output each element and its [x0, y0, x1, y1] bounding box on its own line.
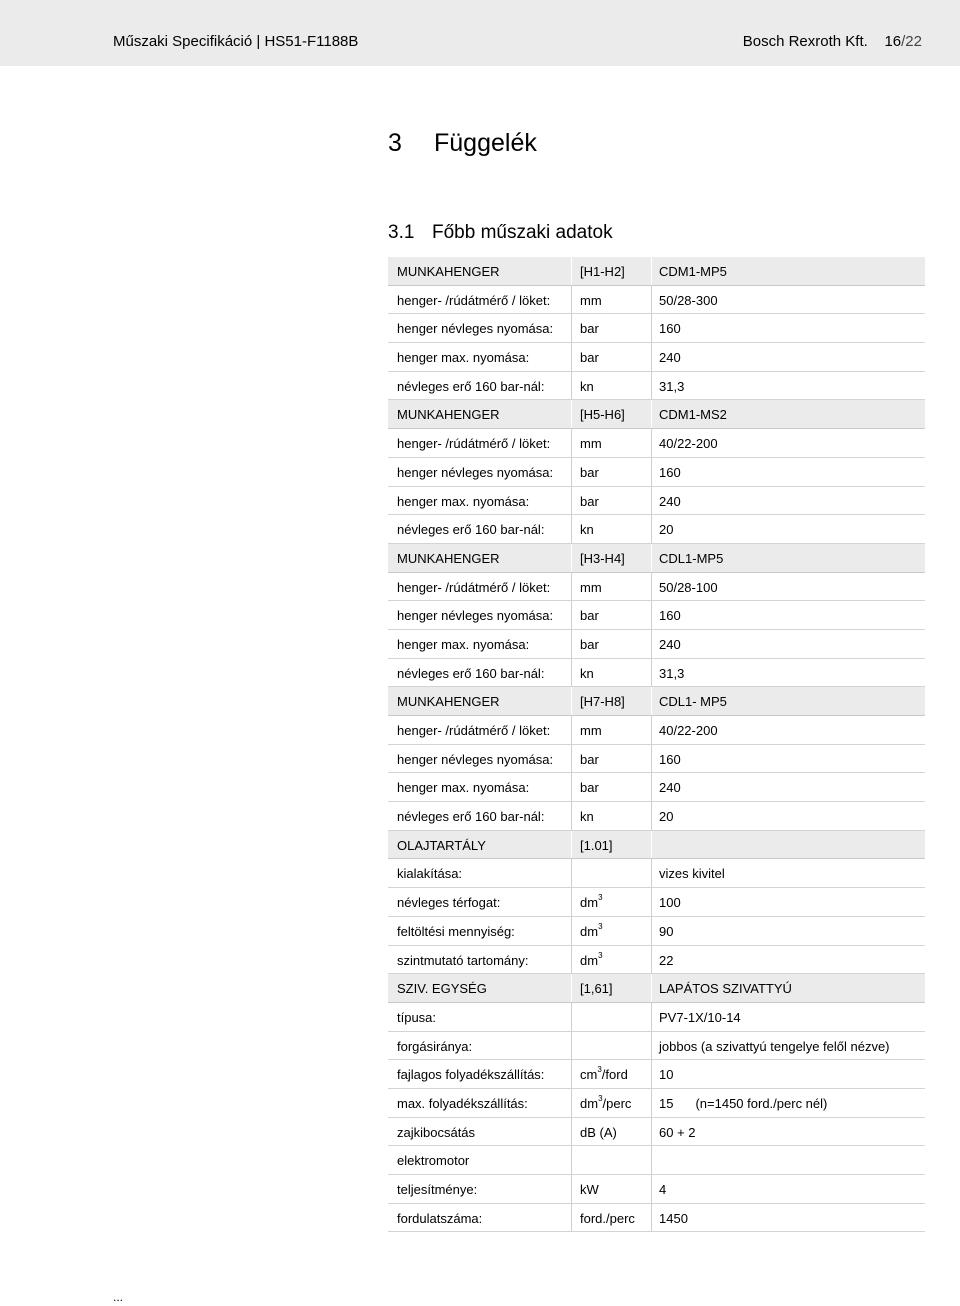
column-divider [571, 286, 572, 314]
spec-row [388, 630, 925, 659]
value-text: 160 [659, 464, 681, 480]
column-divider [651, 487, 652, 515]
subsection-title: Főbb műszaki adatok [432, 222, 613, 243]
column-divider [571, 716, 572, 744]
unit-text: bar [580, 636, 599, 652]
column-divider [651, 400, 652, 428]
column-divider [651, 745, 652, 773]
value-text: 60 + 2 [659, 1124, 696, 1140]
column-divider [651, 1060, 652, 1088]
spec-unit [580, 1093, 632, 1111]
column-divider [651, 286, 652, 314]
spec-value [659, 1125, 696, 1140]
spec-label: henger max. nyomása: [397, 780, 530, 796]
column-divider [571, 831, 572, 859]
spec-value [659, 809, 673, 824]
column-divider [571, 859, 572, 887]
spec-value [659, 924, 673, 939]
column-divider [571, 400, 572, 428]
spec-label: fajlagos folyadékszállítás: [397, 1067, 545, 1083]
column-divider [651, 946, 652, 974]
spec-row [388, 1175, 925, 1204]
column-divider [651, 1089, 652, 1117]
spec-value [659, 752, 681, 767]
spec-value [659, 1182, 666, 1197]
spec-unit [580, 522, 594, 537]
spec-value [659, 1096, 827, 1111]
column-divider [571, 917, 572, 945]
column-divider [651, 458, 652, 486]
spec-unit [580, 1211, 635, 1226]
unit-exponent: 3 [598, 950, 603, 960]
spec-label: henger max. nyomása: [397, 636, 530, 652]
column-divider [571, 1118, 572, 1146]
spec-value [659, 1039, 890, 1054]
column-divider [651, 429, 652, 457]
value-text: 160 [659, 321, 681, 337]
unit-text: bar [580, 780, 599, 796]
spec-group-header [388, 544, 925, 573]
unit-text: mm [580, 436, 602, 452]
spec-label: szintmutató tartomány: [397, 952, 529, 968]
spec-unit [580, 637, 599, 652]
spec-row [388, 515, 925, 544]
spec-row [388, 1118, 925, 1147]
spec-group-header [388, 831, 925, 860]
value-text: 20 [659, 522, 674, 538]
spec-value [659, 494, 681, 509]
spec-value [659, 465, 681, 480]
value-text: jobbos (a szivattyú tengelye felől nézve) [659, 1038, 890, 1054]
column-divider [651, 802, 652, 830]
unit-text: dm [580, 1095, 599, 1111]
spec-row [388, 802, 925, 831]
value-text: 90 [659, 923, 674, 939]
unit-text: bar [580, 608, 599, 624]
unit-text: dm [580, 923, 599, 939]
spec-label: OLAJTARTÁLY [397, 837, 486, 853]
spec-label: elektromotor [397, 1153, 470, 1169]
section-title: Függelék [434, 129, 537, 157]
unit-text: ford./perc [580, 1210, 635, 1226]
spec-value [659, 350, 681, 365]
subsection-number: 3.1 [388, 222, 415, 243]
spec-unit [580, 895, 603, 910]
column-divider [651, 687, 652, 715]
spec-value [659, 551, 723, 566]
spec-unit [580, 694, 625, 709]
spec-unit [580, 494, 599, 509]
column-divider [571, 888, 572, 916]
footer-ellipsis: ... [113, 1290, 124, 1304]
spec-row [388, 314, 925, 343]
spec-unit [580, 264, 625, 279]
spec-value [659, 436, 718, 451]
value-text: 4 [659, 1182, 667, 1197]
value-note: (n=1450 ford./perc nél) [695, 1095, 828, 1111]
spec-unit [580, 1182, 599, 1197]
column-divider [571, 802, 572, 830]
unit-text: bar [580, 350, 599, 366]
column-divider [571, 515, 572, 543]
column-divider [571, 1060, 572, 1088]
spec-label: feltöltési mennyiség: [397, 923, 515, 939]
spec-value [659, 293, 718, 308]
unit-text: dB (A) [580, 1124, 617, 1140]
column-divider [651, 1118, 652, 1146]
spec-row [388, 745, 925, 774]
spec-row [388, 917, 925, 946]
spec-label: max. folyadékszállítás: [397, 1095, 528, 1111]
spec-value [659, 694, 727, 709]
spec-label: MUNKAHENGER [397, 550, 500, 566]
unit-exponent: 3 [598, 921, 603, 931]
spec-unit [580, 407, 625, 422]
column-divider [571, 343, 572, 371]
value-text: CDL1- MP5 [659, 694, 727, 710]
column-divider [571, 544, 572, 572]
spec-label: teljesítménye: [397, 1182, 478, 1197]
column-divider [571, 974, 572, 1002]
value-text: 50/28-300 [659, 292, 718, 308]
spec-label: fordulatszáma: [397, 1210, 483, 1226]
spec-label: henger névleges nyomása: [397, 751, 554, 767]
unit-text: kn [580, 809, 594, 825]
value-text: 1450 [659, 1210, 688, 1226]
spec-label: henger- /rúdátmérő / löket: [397, 292, 551, 308]
spec-value [659, 522, 673, 537]
spec-label: névleges erő 160 bar-nál: [397, 378, 545, 394]
column-divider [571, 257, 572, 285]
unit-text: mm [580, 723, 602, 738]
page-header [0, 0, 960, 66]
spec-value [659, 953, 673, 968]
spec-row [388, 888, 925, 917]
unit-text: bar [580, 464, 599, 480]
spec-row [388, 1089, 925, 1118]
spec-unit [580, 981, 613, 996]
spec-label: MUNKAHENGER [397, 694, 500, 710]
column-divider [571, 1089, 572, 1117]
unit-suffix: /ford [601, 1067, 628, 1083]
value-text: 100 [659, 895, 681, 911]
spec-row [388, 1003, 925, 1032]
spec-label: henger max. nyomása: [397, 350, 530, 366]
spec-unit [580, 1125, 617, 1140]
value-text: 31,3 [659, 378, 685, 394]
spec-unit [580, 465, 599, 480]
unit-text: kn [580, 522, 594, 538]
spec-label: névleges erő 160 bar-nál: [397, 522, 545, 538]
company-name: Bosch Rexroth Kft. [742, 33, 868, 50]
value-text: CDM1-MS2 [659, 407, 727, 423]
spec-row [388, 1060, 925, 1089]
column-divider [651, 515, 652, 543]
column-divider [571, 1146, 572, 1174]
column-divider [571, 458, 572, 486]
column-divider [571, 630, 572, 658]
value-text: 160 [659, 751, 681, 767]
spec-unit [580, 752, 599, 767]
spec-row [388, 286, 925, 315]
spec-value [659, 981, 792, 996]
spec-label: henger- /rúdátmérő / löket: [397, 436, 551, 452]
value-text: 22 [659, 952, 674, 968]
column-divider [651, 859, 652, 887]
spec-value [659, 666, 684, 681]
column-divider [651, 659, 652, 687]
column-divider [571, 1003, 572, 1031]
unit-text: [H7-H8] [580, 694, 625, 710]
column-divider [571, 573, 572, 601]
unit-text: cm [580, 1067, 598, 1083]
section-heading [388, 129, 537, 158]
column-divider [571, 487, 572, 515]
column-divider [651, 1204, 652, 1232]
spec-row [388, 773, 925, 802]
spec-unit [580, 608, 599, 623]
spec-label: henger névleges nyomása: [397, 321, 554, 337]
spec-value [659, 895, 681, 910]
column-divider [651, 314, 652, 342]
spec-group-header [388, 974, 925, 1003]
spec-row [388, 601, 925, 630]
spec-unit [580, 436, 602, 451]
spec-row [388, 372, 925, 401]
spec-row [388, 1032, 925, 1061]
value-text: 40/22-200 [659, 436, 718, 452]
spec-value [659, 407, 727, 422]
column-divider [571, 1032, 572, 1060]
column-divider [651, 917, 652, 945]
value-text: PV7-1X/10-14 [659, 1009, 741, 1025]
spec-row [388, 458, 925, 487]
spec-label: SZIV. EGYSÉG [397, 981, 487, 997]
column-divider [651, 831, 652, 859]
unit-text: [H1-H2] [580, 264, 625, 279]
spec-unit [580, 293, 602, 308]
value-text: 40/22-200 [659, 723, 718, 738]
spec-label: kialakítása: [397, 866, 463, 882]
page-number: 16 [884, 33, 902, 50]
column-divider [651, 1146, 652, 1174]
column-divider [651, 773, 652, 801]
column-divider [571, 773, 572, 801]
spec-label: henger névleges nyomása: [397, 464, 554, 480]
value-text: vizes kivitel [659, 866, 725, 882]
spec-value [659, 780, 681, 795]
spec-row [388, 429, 925, 458]
column-divider [651, 1032, 652, 1060]
spec-row [388, 659, 925, 688]
spec-value [659, 264, 727, 279]
column-divider [571, 429, 572, 457]
spec-unit [580, 809, 594, 824]
header-right [743, 33, 922, 50]
section-number: 3 [388, 129, 402, 157]
unit-text: mm [580, 579, 602, 595]
spec-unit [580, 780, 599, 795]
value-text: 240 [659, 493, 681, 509]
spec-label: névleges erő 160 bar-nál: [397, 809, 545, 825]
unit-text: bar [580, 493, 599, 509]
value-text: 31,3 [659, 665, 685, 681]
spec-unit [580, 580, 602, 595]
spec-unit [580, 1067, 628, 1082]
unit-text: kn [580, 665, 594, 681]
value-text: 20 [659, 809, 674, 825]
unit-text: mm [580, 292, 602, 308]
value-text: 10 [659, 1067, 674, 1083]
column-divider [651, 630, 652, 658]
document-title: Műszaki Specifikáció | HS51-F1188B [113, 33, 359, 50]
page-total: /22 [901, 33, 922, 50]
spec-group-header [388, 687, 925, 716]
spec-unit [580, 350, 599, 365]
column-divider [571, 314, 572, 342]
spec-label: henger- /rúdátmérő / löket: [397, 579, 551, 595]
column-divider [651, 573, 652, 601]
spec-value [659, 1211, 688, 1226]
unit-exponent: 3 [598, 1093, 603, 1103]
value-text: 240 [659, 636, 681, 652]
column-divider [651, 888, 652, 916]
column-divider [651, 343, 652, 371]
spec-unit [580, 950, 603, 968]
spec-row [388, 859, 925, 888]
spec-row [388, 487, 925, 516]
spec-row [388, 573, 925, 602]
spec-label: típusa: [397, 1009, 437, 1025]
spec-group-header [388, 257, 925, 286]
spec-row [388, 946, 925, 975]
column-divider [651, 257, 652, 285]
spec-value [659, 321, 681, 336]
unit-exponent: 3 [598, 893, 603, 903]
value-text: 50/28-100 [659, 579, 718, 595]
column-divider [651, 601, 652, 629]
column-divider [571, 1204, 572, 1232]
unit-text: kn [580, 378, 594, 394]
column-divider [571, 601, 572, 629]
spec-label: zajkibocsátás [397, 1124, 476, 1140]
value-text: 240 [659, 350, 681, 366]
unit-text: bar [580, 751, 599, 767]
spec-group-header [388, 400, 925, 429]
spec-value [659, 637, 681, 652]
spec-value [659, 866, 725, 881]
spec-value [659, 379, 684, 394]
spec-label: névleges erő 160 bar-nál: [397, 665, 545, 681]
unit-text: dm [580, 952, 599, 968]
column-divider [651, 974, 652, 1002]
unit-text: dm [580, 895, 599, 911]
unit-suffix: /perc [602, 1095, 632, 1111]
column-divider [651, 1003, 652, 1031]
spec-row [388, 1146, 925, 1175]
spec-value [659, 1067, 673, 1082]
spec-unit [580, 321, 599, 336]
column-divider [651, 1175, 652, 1203]
value-text: 160 [659, 608, 681, 624]
spec-label: forgásiránya: [397, 1038, 473, 1054]
column-divider [651, 372, 652, 400]
spec-value [659, 580, 718, 595]
spec-unit [580, 921, 603, 939]
unit-text: bar [580, 321, 599, 337]
spec-label: névleges térfogat: [397, 895, 501, 911]
column-divider [651, 716, 652, 744]
spec-label: MUNKAHENGER [397, 407, 500, 423]
spec-label: henger max. nyomása: [397, 493, 530, 509]
column-divider [571, 659, 572, 687]
column-divider [651, 544, 652, 572]
value-text: 240 [659, 780, 681, 796]
spec-row [388, 716, 925, 745]
unit-text: [1,61] [580, 981, 613, 997]
spec-label: MUNKAHENGER [397, 264, 500, 279]
spec-value [659, 608, 681, 623]
column-divider [571, 745, 572, 773]
value-text: LAPÁTOS SZIVATTYÚ [659, 981, 792, 997]
spec-unit [580, 723, 602, 738]
spec-unit [580, 838, 613, 853]
spec-unit [580, 666, 594, 681]
value-text: CDL1-MP5 [659, 550, 724, 566]
column-divider [571, 946, 572, 974]
unit-text: [H3-H4] [580, 550, 625, 566]
subsection-heading [388, 222, 613, 244]
spec-unit [580, 379, 594, 394]
spec-row [388, 343, 925, 372]
unit-text: [1.01] [580, 837, 613, 853]
column-divider [571, 372, 572, 400]
spec-value [659, 1010, 741, 1025]
spec-label: henger névleges nyomása: [397, 608, 554, 624]
spec-value [659, 723, 718, 738]
spec-table [388, 257, 925, 1232]
unit-exponent: 3 [597, 1065, 602, 1075]
value-text: 15 [659, 1095, 674, 1111]
column-divider [571, 687, 572, 715]
column-divider [571, 1175, 572, 1203]
spec-label: henger- /rúdátmérő / löket: [397, 723, 551, 738]
spec-row [388, 1204, 925, 1233]
unit-text: [H5-H6] [580, 407, 625, 423]
spec-unit [580, 551, 625, 566]
value-text: CDM1-MP5 [659, 264, 727, 279]
unit-text: kW [580, 1182, 599, 1197]
